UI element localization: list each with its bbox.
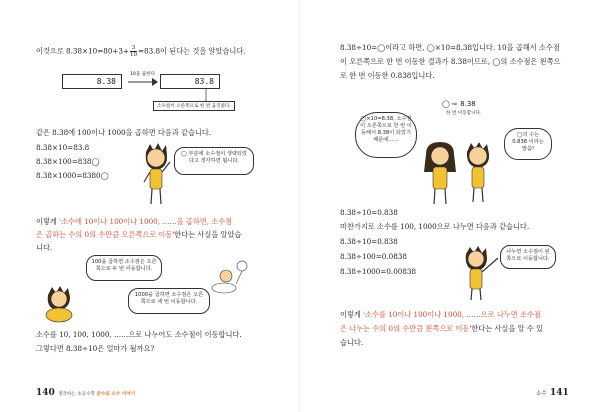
display-before: 8.38 xyxy=(62,74,122,89)
left-paragraph-4: 소수를 10, 100, 1000, ……으로 나누어도 소수점이 이동합니다. xyxy=(36,330,242,339)
fraction-denominator: 10 xyxy=(130,52,138,58)
right-eq-1: 8.38÷10=0.838 xyxy=(340,208,398,217)
line1-prefix: 이것으로 8.38×10=80+3+ xyxy=(36,46,130,56)
left-eq-1: 8.38×10=83.8 xyxy=(36,143,90,152)
right-arrow-icon xyxy=(128,77,158,87)
right-boy-bubble: 나누면 소수점이 왼쪽으로 이동합니다. xyxy=(500,245,556,269)
p3-highlight-2: 은 곱하는 수의 0의 수만큼 오른쪽으로 이동 xyxy=(36,230,173,239)
girl-character xyxy=(420,140,460,208)
left-paragraph-3-line3: 니다. xyxy=(36,243,53,252)
left-paragraph-5: 그렇다면 8.38÷10은 얼마가 될까요? xyxy=(36,344,155,353)
display-after: 83.8 xyxy=(160,74,220,89)
left-paragraph-2: 같은 8.38에 100이나 1000을 곱하면 다음과 같습니다. xyxy=(36,128,212,137)
arrow-sub: 한 번 이동합니다. xyxy=(446,111,482,116)
calculator-figure xyxy=(50,68,261,118)
calc-caption: 소수점이 오른쪽으로 한 번 움직였다. xyxy=(153,101,235,111)
right-footer-label: 소수 xyxy=(536,391,547,397)
page-number-left: 140 xyxy=(36,388,55,398)
footer-book-title: 분수와 소수 이야기 xyxy=(96,392,136,397)
arrow-label: 10을 곱한다 xyxy=(130,72,156,77)
line1-suffix: =83.8이 된다는 것을 알았습니다. xyxy=(138,46,246,56)
right-paragraph-1: 8.38÷10=◯이라고 하면, ◯×10=8.38입니다. 10을 곱해서 소수점이 오른쪽으로 한 번 이동한 결과가 8.38이므로, ◯의 소수점은 왼쪽으로 한 번 이동한 0.838입니다. xyxy=(340,43,561,80)
arrow-line: ◯ ⇨ 8.38 xyxy=(442,100,476,108)
right-paragraph-3-line2 xyxy=(340,324,543,334)
p3-prefix: 이렇게 xyxy=(340,310,364,319)
p3-suffix: '한다는 사실을 알았습 xyxy=(172,230,242,239)
p3-highlight-1: '소수를 10이나 100이나 1000, ……으로 나누면 소수점 xyxy=(363,310,541,319)
left-eq-3: 8.38×1000=8380◯ xyxy=(36,171,109,180)
boy-character xyxy=(138,142,174,208)
left-paragraph-3-line2 xyxy=(36,230,241,240)
page-number-right: 141 xyxy=(550,388,569,398)
right-page xyxy=(300,0,600,412)
thought-cloud: ◯×10=8.38, 소수점이 오른쪽으로 한 번 이동해서 8.38이 되었기 때문에…… xyxy=(355,112,417,158)
right-paragraph-2: 마찬가지로 소수를 100, 1000으로 나누면 다음과 같습니다. xyxy=(340,222,530,231)
left-footer xyxy=(58,391,135,397)
footer-series: 생각하는 초등수학 xyxy=(58,392,95,397)
speech-bubble-100: 100을 곱하면 소수점은 오른쪽으로 두 번 이동합니다. xyxy=(86,255,162,281)
p3-highlight-1: '소수에 10이나 100이나 1000, ……을 곱하면, 소수점 xyxy=(59,217,233,226)
left-eq-2: 8.38×100=838◯ xyxy=(36,157,100,166)
p3-prefix: 이렇게 xyxy=(36,217,60,226)
right-paragraph-3-line1 xyxy=(340,310,541,320)
pointing-boy xyxy=(456,244,502,302)
speech-bubble-1000: 1000을 곱하면 소수점은 오른쪽으로 세 번 이동합니다. xyxy=(128,288,210,314)
right-eq-2: 8.38÷10=0.838 xyxy=(340,237,398,246)
p3-highlight-2: 은 나누는 수의 0의 수만큼 왼쪽으로 이동 xyxy=(340,324,470,333)
right-speech-bubble: ◯의 수는 0.838 이라는 말씀! xyxy=(504,128,552,160)
child-with-pinwheel xyxy=(206,258,254,294)
right-eq-3: 8.38÷100=0.0838 xyxy=(340,252,407,261)
right-paragraph-3-line3: 습니다. xyxy=(340,338,364,347)
fraction-numerator: 3 xyxy=(131,45,136,51)
right-eq-4: 8.38÷1000=0.00838 xyxy=(340,267,417,276)
p3-suffix: '한다는 사실을 알 수 있 xyxy=(469,324,543,333)
left-line1 xyxy=(36,45,246,58)
left-paragraph-3-line1 xyxy=(36,217,232,227)
boy-character-right xyxy=(460,140,496,206)
boy-speech-bubble: ◯ 부분에 소수점이 생략되었다고 생각하면 됩니다. xyxy=(174,147,254,175)
sitting-child xyxy=(40,283,80,323)
fraction xyxy=(130,45,137,58)
